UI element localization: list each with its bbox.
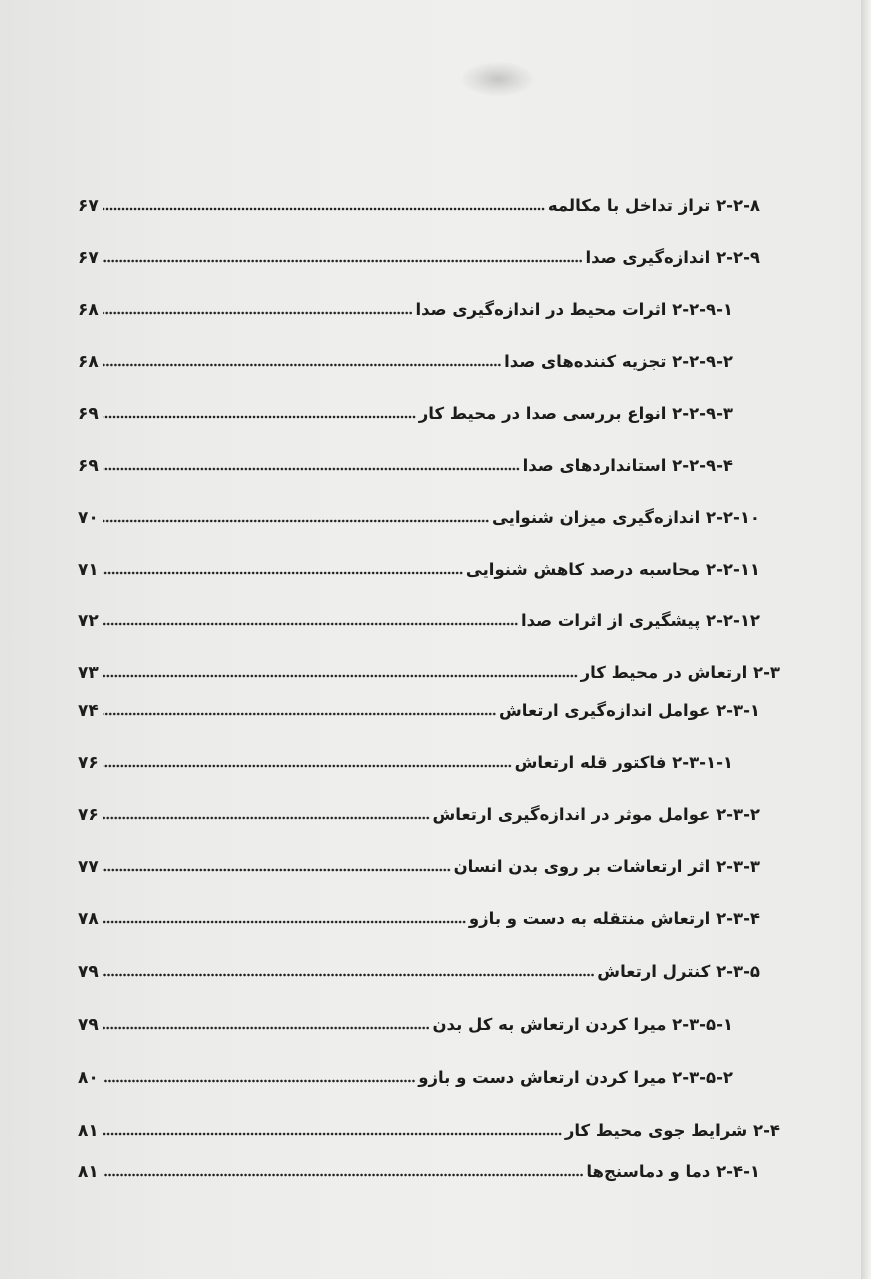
toc-page-number: ۶۸ xyxy=(78,352,99,372)
dot-leader xyxy=(103,258,583,264)
toc-entry-title xyxy=(489,506,760,530)
toc-page-number: ۷۳ xyxy=(78,663,99,683)
toc-entry-title xyxy=(412,298,733,322)
toc-entry-title xyxy=(415,1066,733,1090)
toc-entry-number: ۲-۲-۸ xyxy=(716,196,760,215)
toc-page-number: ۶۷ xyxy=(78,248,99,268)
toc-entry-title xyxy=(430,803,760,827)
toc-entry-number: ۲-۲-۹-۴ xyxy=(672,456,733,475)
dot-leader xyxy=(103,621,518,627)
toc-entry-number: ۲-۳ xyxy=(753,663,780,682)
toc-entry-title xyxy=(463,558,760,582)
dot-leader xyxy=(103,414,416,420)
toc-entry-number: ۲-۲-۹ xyxy=(716,248,760,267)
toc-entry-title xyxy=(594,960,760,984)
toc-entry-text: کنترل ارتعاش xyxy=(597,962,711,981)
toc-entry-number: ۲-۲-۹-۱ xyxy=(672,300,733,319)
toc-entry-text: عوامل اندازه‌گیری ارتعاش xyxy=(499,701,711,720)
toc-entry xyxy=(78,292,733,322)
dot-leader xyxy=(103,518,489,524)
dot-leader xyxy=(103,763,512,769)
toc-entry-number: ۲-۳-۵-۲ xyxy=(672,1068,733,1087)
dot-leader xyxy=(103,570,463,576)
dot-leader xyxy=(103,1078,415,1084)
toc-entry xyxy=(78,1113,780,1143)
toc-page-number: ۶۸ xyxy=(78,300,99,320)
toc-page-number: ۶۹ xyxy=(78,404,99,424)
dot-leader xyxy=(103,867,451,873)
dot-leader xyxy=(103,673,578,679)
toc-page-number: ۷۸ xyxy=(78,909,99,929)
dot-leader xyxy=(103,466,520,472)
toc-entry-title xyxy=(520,454,733,478)
toc-entry-title xyxy=(562,1119,780,1143)
dot-leader xyxy=(103,1172,584,1178)
toc-entry xyxy=(78,240,760,270)
toc-entry-text: تجزیه کننده‌های صدا xyxy=(504,352,667,371)
toc-page-number: ۸۱ xyxy=(78,1121,99,1141)
toc-page-number: ۷۱ xyxy=(78,560,99,580)
toc-entry xyxy=(78,1154,760,1184)
toc-entry-title xyxy=(582,246,760,270)
toc-entry xyxy=(78,849,760,879)
toc-entry-text: پیشگیری از اثرات صدا xyxy=(520,611,701,630)
toc-entry xyxy=(78,1007,733,1037)
toc-entry-number: ۲-۴ xyxy=(753,1121,780,1140)
toc-page-number: ۷۲ xyxy=(78,611,99,631)
toc-entry-text: عوامل موثر در اندازه‌گیری ارتعاش xyxy=(432,805,711,824)
toc-entry-text: شرایط جوی محیط کار xyxy=(564,1121,748,1140)
toc-entry-title xyxy=(512,751,733,775)
toc-entry-text: اندازه‌گیری صدا xyxy=(585,248,711,267)
dot-leader xyxy=(103,1025,430,1031)
toc-entry-number: ۲-۲-۱۱ xyxy=(706,560,760,579)
toc-entry xyxy=(78,603,760,633)
toc-entry-text: تراز تداخل با مکالمه xyxy=(547,196,711,215)
toc-entry-text: اثر ارتعاشات بر روی بدن انسان xyxy=(453,857,711,876)
toc-entry-title xyxy=(501,350,733,374)
toc-entry-text: ارتعاش منتقله به دست و بازو xyxy=(468,909,711,928)
toc-entry-number: ۲-۲-۱۰ xyxy=(706,508,760,527)
dot-leader xyxy=(103,310,413,316)
toc-entry-number: ۲-۳-۲ xyxy=(716,805,760,824)
toc-entry xyxy=(78,396,733,426)
toc-entry xyxy=(78,797,760,827)
toc-page-number: ۷۶ xyxy=(78,753,99,773)
toc-entry xyxy=(78,188,760,218)
dot-leader xyxy=(103,972,595,978)
toc-entry-number: ۲-۳-۵ xyxy=(716,962,760,981)
toc-page-number: ۷۹ xyxy=(78,1015,99,1035)
toc-entry xyxy=(78,500,760,530)
toc-page-number: ۷۰ xyxy=(78,508,99,528)
toc-entry-number: ۲-۴-۱ xyxy=(716,1162,760,1181)
toc-entry xyxy=(78,901,760,931)
toc-page-number: ۸۱ xyxy=(78,1162,99,1182)
toc-entry xyxy=(78,344,733,374)
toc-entry xyxy=(78,954,760,984)
dot-leader xyxy=(103,362,501,368)
dot-leader xyxy=(103,919,466,925)
toc-page-number: ۸۰ xyxy=(78,1068,99,1088)
toc-entry xyxy=(78,693,760,723)
dot-leader xyxy=(103,711,496,717)
toc-entry-number: ۲-۲-۹-۲ xyxy=(672,352,733,371)
toc-entry-title xyxy=(496,699,760,723)
toc-entry xyxy=(78,448,733,478)
toc-entry-number: ۲-۳-۳ xyxy=(716,857,760,876)
toc-entry-title xyxy=(518,609,760,633)
toc-entry-text: میرا کردن ارتعاش به کل بدن xyxy=(432,1015,667,1034)
toc-entry-text: میرا کردن ارتعاش دست و بازو xyxy=(418,1068,667,1087)
toc-entry-text: انواع بررسی صدا در محیط کار xyxy=(418,404,667,423)
toc-page-number: ۷۴ xyxy=(78,701,99,721)
toc-entry-title xyxy=(578,661,780,685)
toc-entry-number: ۲-۳-۵-۱ xyxy=(672,1015,733,1034)
toc-entry-number: ۲-۳-۱ xyxy=(716,701,760,720)
toc-entry xyxy=(78,552,760,582)
toc-entry xyxy=(78,655,780,685)
toc-page-number: ۷۷ xyxy=(78,857,99,877)
toc-entry-title xyxy=(583,1160,760,1184)
toc-entry-number: ۲-۲-۱۲ xyxy=(706,611,760,630)
toc-page-number: ۶۹ xyxy=(78,456,99,476)
toc-entry xyxy=(78,745,733,775)
toc-entry-text: دما و دماسنج‌ها xyxy=(586,1162,711,1181)
toc-page-number: ۶۷ xyxy=(78,196,99,216)
toc-entry-title xyxy=(545,194,760,218)
toc-entry-title xyxy=(416,402,733,426)
toc-entry-text: اثرات محیط در اندازه‌گیری صدا xyxy=(415,300,667,319)
toc-entry-number: ۲-۳-۱-۱ xyxy=(672,753,733,772)
dot-leader xyxy=(103,1131,562,1137)
toc-entry-text: استانداردهای صدا xyxy=(522,456,667,475)
toc-entry-title xyxy=(451,855,760,879)
toc-entry-title xyxy=(466,907,760,931)
toc-entry-text: محاسبه درصد کاهش شنوایی xyxy=(465,560,701,579)
toc-entry-number: ۲-۲-۹-۳ xyxy=(672,404,733,423)
toc-entry xyxy=(78,1060,733,1090)
toc-page-number: ۷۹ xyxy=(78,962,99,982)
toc-entry-text: اندازه‌گیری میزان شنوایی xyxy=(491,508,701,527)
toc-entry-text: فاکتور قله ارتعاش xyxy=(514,753,667,772)
toc-page-number: ۷۶ xyxy=(78,805,99,825)
toc-entry-number: ۲-۳-۴ xyxy=(716,909,760,928)
toc-entry-text: ارتعاش در محیط کار xyxy=(580,663,748,682)
dot-leader xyxy=(103,206,545,212)
dot-leader xyxy=(103,815,430,821)
toc-entry-title xyxy=(429,1013,733,1037)
